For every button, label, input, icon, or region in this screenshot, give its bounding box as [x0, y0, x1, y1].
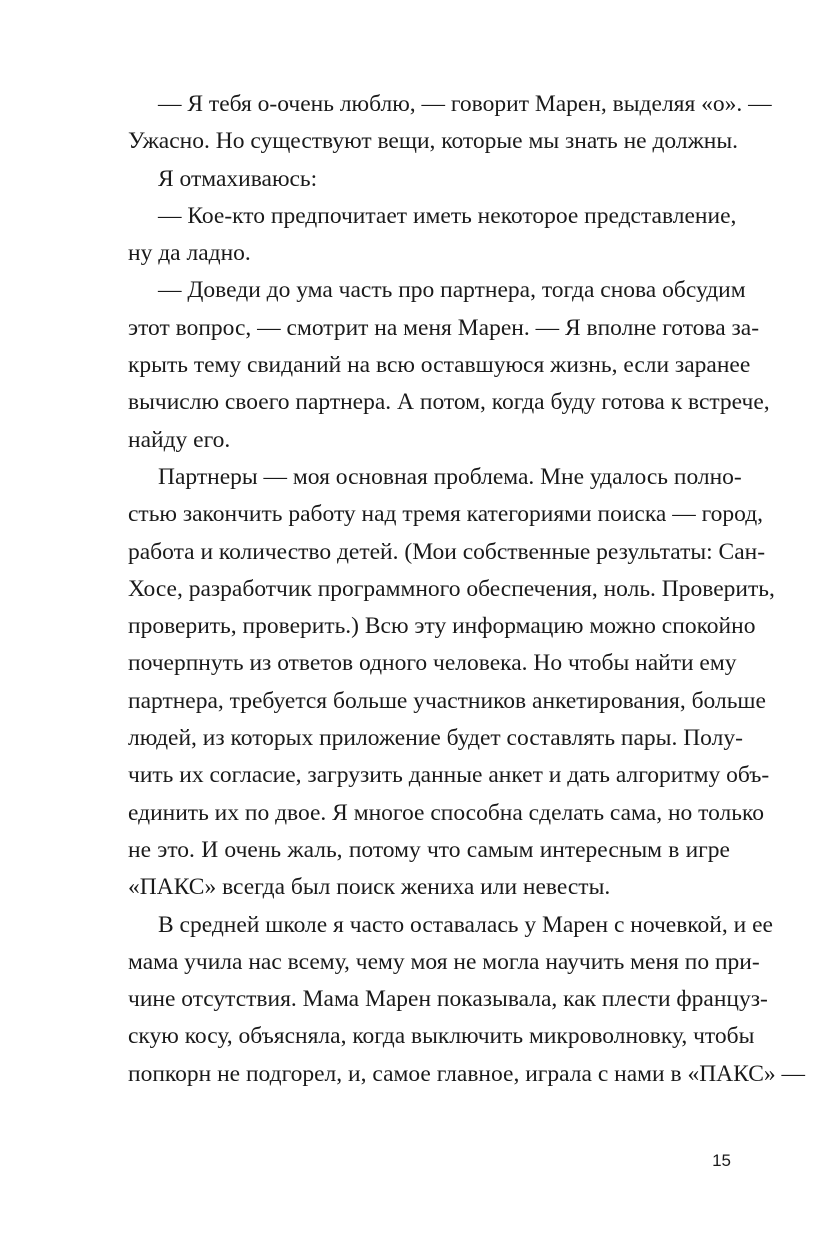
text-line: этот вопрос, — смотрит на меня Марен. — Я вполне готова за- — [128, 314, 760, 341]
text-line: работа и количество детей. (Мои собственные результаты: Сан- — [128, 538, 766, 565]
text-line: партнера, требуется больше участников анкетирования, больше — [128, 687, 766, 714]
text-line: В средней школе я часто оставалась у Марен с ночевкой, и ее — [158, 911, 773, 938]
text-line: чить их согласие, загрузить данные анкет и дать алгоритму объ- — [128, 762, 770, 789]
text-line: попкорн не подгорел, и, самое главное, играла с нами в «ПАКС» — — [128, 1060, 806, 1087]
text-line: Хосе, разработчик программного обеспечения, ноль. Проверить, — [128, 575, 775, 602]
text-line: Я отмахиваюсь: — [158, 165, 318, 192]
text-line: скую косу, объясняла, когда выключить микроволновку, чтобы — [128, 1023, 755, 1050]
text-line: чине отсутствия. Мама Марен показывала, как плести француз- — [128, 986, 768, 1013]
text-line: «ПАКС» всегда был поиск жениха или невесты. — [128, 874, 611, 901]
text-line: стью закончить работу над тремя категориями поиска — город, — [128, 501, 764, 528]
text-line: Партнеры — моя основная проблема. Мне удалось полно- — [158, 463, 742, 490]
page-number: 15 — [712, 1151, 731, 1170]
text-line: крыть тему свиданий на всю оставшуюся жизнь, если заранее — [128, 352, 751, 379]
text-line: — Я тебя о-очень люблю, — говорит Марен, выделяя «о». — — [158, 91, 772, 117]
text-line: людей, из которых приложение будет составлять пары. Полу- — [128, 725, 743, 752]
text-line: мама учила нас всему, чему моя не могла научить меня по при- — [128, 948, 760, 975]
body-text — [128, 86, 806, 1093]
text-line: единить их по двое. Я многое способна сделать сама, но только — [128, 799, 764, 826]
text-line: — Кое-кто предпочитает иметь некоторое представление, — [158, 202, 737, 229]
text-line: ну да ладно. — [128, 240, 251, 267]
text-line: найду его. — [128, 426, 231, 453]
text-line: проверить, проверить.) Всю эту информацию можно спокойно — [128, 613, 756, 640]
text-line: почерпнуть из ответов одного человека. Но чтобы найти ему — [128, 650, 737, 677]
text-line: вычислю своего партнера. А потом, когда буду готова к встрече, — [128, 389, 770, 416]
text-line: Ужасно. Но существуют вещи, которые мы знать не должны. — [128, 128, 739, 155]
text-line: — Доведи до ума часть про партнера, тогда снова обсудим — [158, 277, 746, 304]
text-line: не это. И очень жаль, потому что самым интересным в игре — [128, 836, 730, 863]
